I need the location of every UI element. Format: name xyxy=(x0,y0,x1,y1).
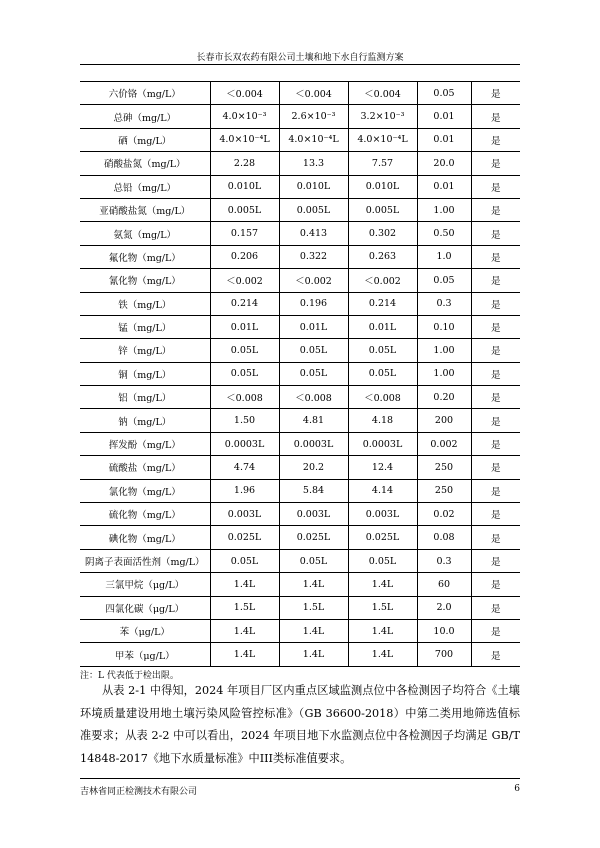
point-3-value-cell: 4.18 xyxy=(348,409,417,432)
table-row xyxy=(80,432,520,455)
point-2-value-cell: 0.322 xyxy=(279,245,348,268)
point-2-value-cell: 0.05L xyxy=(279,339,348,362)
point-3-value-cell: ＜0.004 xyxy=(348,82,417,105)
parameter-cell: 六价铬（mg/L） xyxy=(80,82,210,105)
compliance-cell: 是 xyxy=(471,269,520,292)
point-1-value-cell: 0.05L xyxy=(210,339,279,362)
table-row xyxy=(80,479,520,502)
parameter-cell: 碘化物（mg/L） xyxy=(80,526,210,549)
page-number: 6 xyxy=(514,784,520,794)
point-3-value-cell: 0.05L xyxy=(348,339,417,362)
point-3-value-cell: 3.2×10⁻³ xyxy=(348,105,417,128)
point-1-value-cell: 1.4L xyxy=(210,573,279,596)
table-note: 注：L 代表低于检出限。 xyxy=(80,671,179,681)
compliance-cell: 是 xyxy=(471,245,520,268)
point-3-value-cell: 0.005L xyxy=(348,198,417,221)
parameter-cell: 锌（mg/L） xyxy=(80,339,210,362)
point-3-value-cell: 1.4L xyxy=(348,573,417,596)
point-1-value-cell: 1.50 xyxy=(210,409,279,432)
point-1-value-cell: ＜0.002 xyxy=(210,269,279,292)
standard-limit-cell: 250 xyxy=(417,479,471,502)
parameter-cell: 三氯甲烷（μg/L） xyxy=(80,573,210,596)
table-row xyxy=(80,198,520,221)
compliance-cell: 是 xyxy=(471,362,520,385)
standard-limit-cell: 0.3 xyxy=(417,292,471,315)
point-2-value-cell: ＜0.008 xyxy=(279,386,348,409)
compliance-cell: 是 xyxy=(471,386,520,409)
point-1-value-cell: 0.010L xyxy=(210,175,279,198)
point-2-value-cell: 20.2 xyxy=(279,456,348,479)
table-row xyxy=(80,315,520,338)
point-1-value-cell: 4.74 xyxy=(210,456,279,479)
table-row xyxy=(80,409,520,432)
parameter-cell: 锰（mg/L） xyxy=(80,315,210,338)
point-2-value-cell: 13.3 xyxy=(279,152,348,175)
point-3-value-cell: 0.025L xyxy=(348,526,417,549)
standard-limit-cell: 0.05 xyxy=(417,82,471,105)
standard-limit-cell: 0.01 xyxy=(417,175,471,198)
compliance-cell: 是 xyxy=(471,432,520,455)
compliance-cell: 是 xyxy=(471,409,520,432)
standard-limit-cell: 2.0 xyxy=(417,596,471,619)
point-2-value-cell: 0.0003L xyxy=(279,432,348,455)
parameter-cell: 铁（mg/L） xyxy=(80,292,210,315)
parameter-cell: 硫酸盐（mg/L） xyxy=(80,456,210,479)
compliance-cell: 是 xyxy=(471,596,520,619)
table-row xyxy=(80,152,520,175)
standard-limit-cell: 1.0 xyxy=(417,245,471,268)
parameter-cell: 阴离子表面活性剂（mg/L） xyxy=(80,549,210,572)
point-1-value-cell: ＜0.008 xyxy=(210,386,279,409)
standard-limit-cell: 700 xyxy=(417,643,471,666)
compliance-cell: 是 xyxy=(471,503,520,526)
point-3-value-cell: ＜0.008 xyxy=(348,386,417,409)
point-2-value-cell: 0.003L xyxy=(279,503,348,526)
parameter-cell: 铝（mg/L） xyxy=(80,386,210,409)
parameter-cell: 氨氮（mg/L） xyxy=(80,222,210,245)
standard-limit-cell: 200 xyxy=(417,409,471,432)
table-row xyxy=(80,222,520,245)
point-2-value-cell: 0.413 xyxy=(279,222,348,245)
page-header: 长春市长双农药有限公司土壤和地下水自行监测方案 xyxy=(196,53,404,63)
point-1-value-cell: 1.4L xyxy=(210,619,279,642)
compliance-cell: 是 xyxy=(471,526,520,549)
parameter-cell: 挥发酚（mg/L） xyxy=(80,432,210,455)
point-3-value-cell: 0.302 xyxy=(348,222,417,245)
point-2-value-cell: 0.025L xyxy=(279,526,348,549)
standard-limit-cell: 1.00 xyxy=(417,339,471,362)
standard-limit-cell: 0.3 xyxy=(417,549,471,572)
standard-limit-cell: 0.50 xyxy=(417,222,471,245)
table-row xyxy=(80,456,520,479)
footer-rule xyxy=(80,778,520,779)
point-1-value-cell: 1.96 xyxy=(210,479,279,502)
point-1-value-cell: 0.003L xyxy=(210,503,279,526)
point-3-value-cell: 12.4 xyxy=(348,456,417,479)
point-1-value-cell: ＜0.004 xyxy=(210,82,279,105)
compliance-cell: 是 xyxy=(471,222,520,245)
table-row xyxy=(80,339,520,362)
point-3-value-cell: 0.010L xyxy=(348,175,417,198)
table-row xyxy=(80,269,520,292)
standard-limit-cell: 0.01 xyxy=(417,105,471,128)
point-3-value-cell: 1.5L xyxy=(348,596,417,619)
point-2-value-cell: 1.4L xyxy=(279,619,348,642)
table-row xyxy=(80,245,520,268)
table-row xyxy=(80,573,520,596)
point-2-value-cell: ＜0.004 xyxy=(279,82,348,105)
point-3-value-cell: 0.263 xyxy=(348,245,417,268)
groundwater-results-table xyxy=(80,81,520,667)
point-3-value-cell: 0.003L xyxy=(348,503,417,526)
point-3-value-cell: 4.14 xyxy=(348,479,417,502)
table-row xyxy=(80,105,520,128)
compliance-cell: 是 xyxy=(471,292,520,315)
point-1-value-cell: 0.005L xyxy=(210,198,279,221)
point-2-value-cell: 0.01L xyxy=(279,315,348,338)
point-2-value-cell: 0.010L xyxy=(279,175,348,198)
standard-limit-cell: 1.00 xyxy=(417,362,471,385)
parameter-cell: 铜（mg/L） xyxy=(80,362,210,385)
compliance-cell: 是 xyxy=(471,105,520,128)
point-2-value-cell: 4.0×10⁻⁴L xyxy=(279,128,348,151)
point-2-value-cell: 1.4L xyxy=(279,573,348,596)
point-3-value-cell: ＜0.002 xyxy=(348,269,417,292)
table-row xyxy=(80,128,520,151)
point-3-value-cell: 0.05L xyxy=(348,549,417,572)
standard-limit-cell: 0.02 xyxy=(417,503,471,526)
point-1-value-cell: 2.28 xyxy=(210,152,279,175)
table-row xyxy=(80,82,520,105)
standard-limit-cell: 0.08 xyxy=(417,526,471,549)
point-2-value-cell: 0.196 xyxy=(279,292,348,315)
footer-company: 吉林省同正检测技术有限公司 xyxy=(80,787,198,797)
parameter-cell: 氯化物（mg/L） xyxy=(80,479,210,502)
compliance-cell: 是 xyxy=(471,479,520,502)
table-row xyxy=(80,503,520,526)
table-row xyxy=(80,362,520,385)
point-1-value-cell: 0.157 xyxy=(210,222,279,245)
point-1-value-cell: 0.206 xyxy=(210,245,279,268)
table-row xyxy=(80,386,520,409)
compliance-cell: 是 xyxy=(471,549,520,572)
table-row xyxy=(80,526,520,549)
table-row xyxy=(80,292,520,315)
conclusion-paragraph: 从表 2-1 中得知，2024 年项目厂区内重点区域监测点位中各检测因子均符合《土壤环境质量建设用地土壤污染风险管控标准》（GB 36600-2018）中第二类用地筛选值标准要求；从表 2-2 中可以看出，2024 年项目地下水监测点位中各检测因子均满足 GB/T 14848-2017《地下水质量标准》中III类标准值要求。 xyxy=(80,684,520,765)
parameter-cell: 总砷（mg/L） xyxy=(80,105,210,128)
parameter-cell: 钠（mg/L） xyxy=(80,409,210,432)
header-rule xyxy=(80,64,520,65)
parameter-cell: 硫化物（mg/L） xyxy=(80,503,210,526)
table-row xyxy=(80,643,520,666)
compliance-cell: 是 xyxy=(471,573,520,596)
point-2-value-cell: 0.005L xyxy=(279,198,348,221)
point-2-value-cell: 4.81 xyxy=(279,409,348,432)
point-1-value-cell: 1.5L xyxy=(210,596,279,619)
compliance-cell: 是 xyxy=(471,152,520,175)
point-3-value-cell: 0.01L xyxy=(348,315,417,338)
parameter-cell: 氰化物（mg/L） xyxy=(80,269,210,292)
compliance-cell: 是 xyxy=(471,315,520,338)
standard-limit-cell: 1.00 xyxy=(417,198,471,221)
compliance-cell: 是 xyxy=(471,339,520,362)
point-2-value-cell: 1.5L xyxy=(279,596,348,619)
parameter-cell: 苯（μg/L） xyxy=(80,619,210,642)
standard-limit-cell: 0.01 xyxy=(417,128,471,151)
point-2-value-cell: 0.05L xyxy=(279,549,348,572)
point-1-value-cell: 0.05L xyxy=(210,362,279,385)
point-3-value-cell: 0.05L xyxy=(348,362,417,385)
parameter-cell: 硒（mg/L） xyxy=(80,128,210,151)
compliance-cell: 是 xyxy=(471,643,520,666)
point-1-value-cell: 1.4L xyxy=(210,643,279,666)
table-row xyxy=(80,619,520,642)
standard-limit-cell: 0.002 xyxy=(417,432,471,455)
compliance-cell: 是 xyxy=(471,82,520,105)
point-1-value-cell: 0.0003L xyxy=(210,432,279,455)
point-2-value-cell: 1.4L xyxy=(279,643,348,666)
point-2-value-cell: 2.6×10⁻³ xyxy=(279,105,348,128)
point-2-value-cell: 0.05L xyxy=(279,362,348,385)
parameter-cell: 甲苯（μg/L） xyxy=(80,643,210,666)
table-row xyxy=(80,596,520,619)
point-3-value-cell: 0.214 xyxy=(348,292,417,315)
parameter-cell: 氟化物（mg/L） xyxy=(80,245,210,268)
point-1-value-cell: 4.0×10⁻³ xyxy=(210,105,279,128)
point-3-value-cell: 4.0×10⁻⁴L xyxy=(348,128,417,151)
standard-limit-cell: 60 xyxy=(417,573,471,596)
compliance-cell: 是 xyxy=(471,619,520,642)
point-1-value-cell: 4.0×10⁻⁴L xyxy=(210,128,279,151)
point-2-value-cell: 5.84 xyxy=(279,479,348,502)
point-1-value-cell: 0.05L xyxy=(210,549,279,572)
parameter-cell: 硝酸盐氮（mg/L） xyxy=(80,152,210,175)
compliance-cell: 是 xyxy=(471,128,520,151)
point-1-value-cell: 0.214 xyxy=(210,292,279,315)
standard-limit-cell: 0.05 xyxy=(417,269,471,292)
point-3-value-cell: 1.4L xyxy=(348,643,417,666)
standard-limit-cell: 10.0 xyxy=(417,619,471,642)
standard-limit-cell: 0.10 xyxy=(417,315,471,338)
standard-limit-cell: 20.0 xyxy=(417,152,471,175)
point-2-value-cell: ＜0.002 xyxy=(279,269,348,292)
compliance-cell: 是 xyxy=(471,198,520,221)
point-1-value-cell: 0.01L xyxy=(210,315,279,338)
point-3-value-cell: 0.0003L xyxy=(348,432,417,455)
parameter-cell: 总铅（mg/L） xyxy=(80,175,210,198)
compliance-cell: 是 xyxy=(471,456,520,479)
table-row xyxy=(80,175,520,198)
table-row xyxy=(80,549,520,572)
point-3-value-cell: 1.4L xyxy=(348,619,417,642)
parameter-cell: 四氯化碳（μg/L） xyxy=(80,596,210,619)
point-3-value-cell: 7.57 xyxy=(348,152,417,175)
standard-limit-cell: 250 xyxy=(417,456,471,479)
point-1-value-cell: 0.025L xyxy=(210,526,279,549)
standard-limit-cell: 0.20 xyxy=(417,386,471,409)
parameter-cell: 亚硝酸盐氮（mg/L） xyxy=(80,198,210,221)
compliance-cell: 是 xyxy=(471,175,520,198)
